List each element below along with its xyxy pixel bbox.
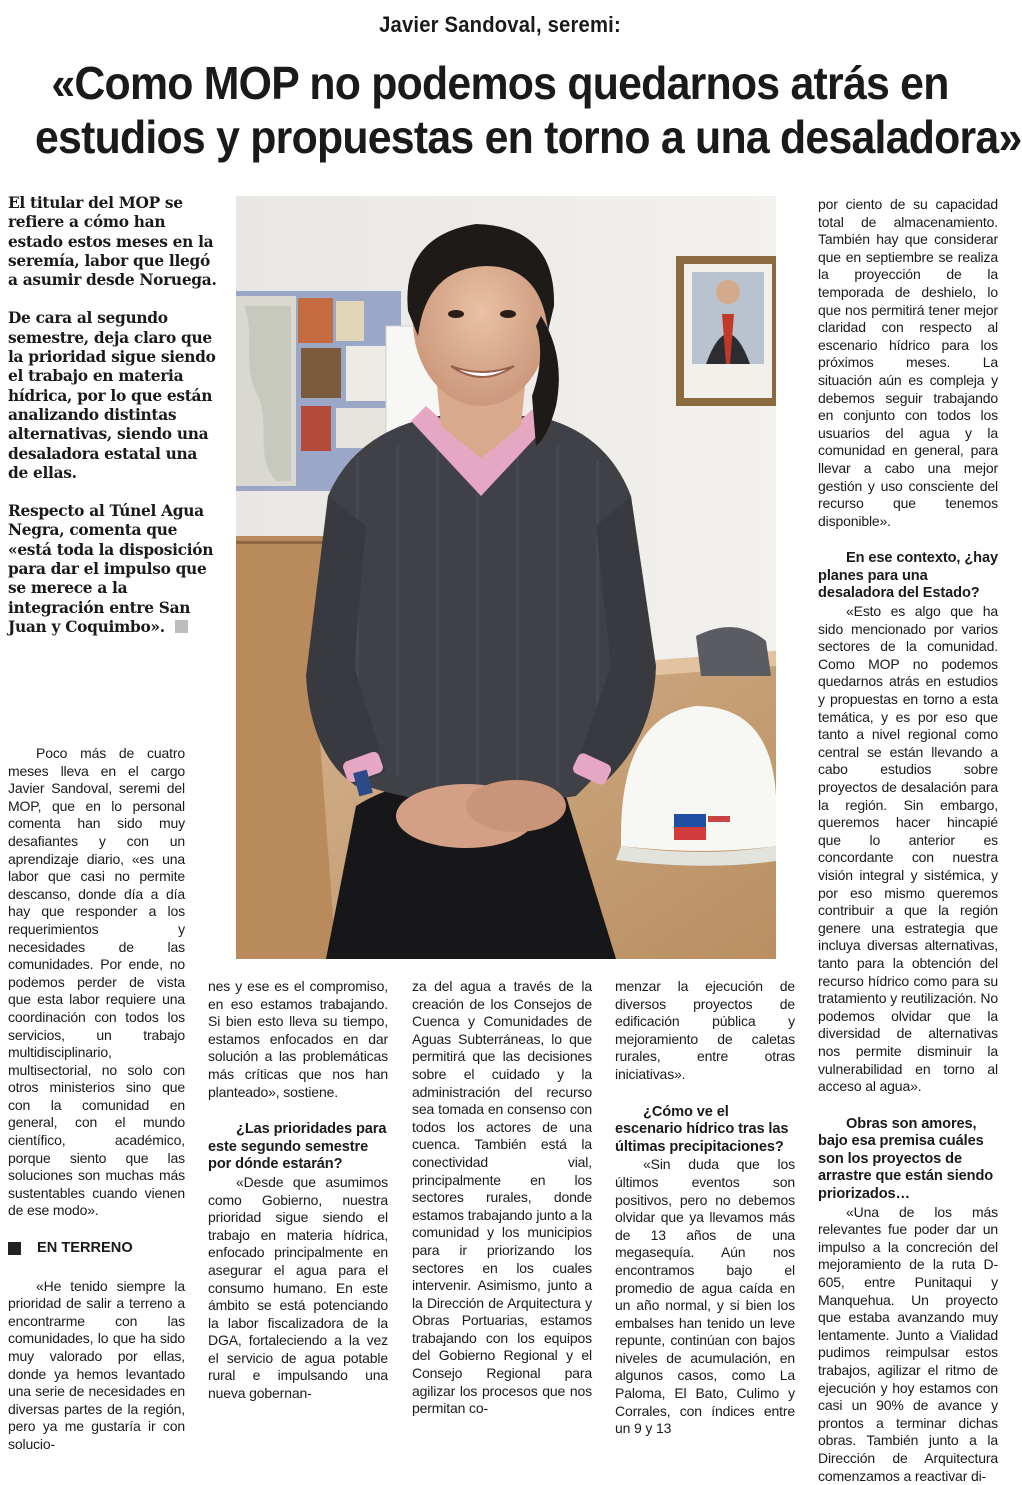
col1-paragraph-2: «He tenido siempre la prioridad de salir a terreno a encontrarme con las comunidades, lo que ha sido muy valorado por ellas, donde ya hemos levantado una serie de necesidades en diversas partes de la región, pero ya me gustaría ir con solucio-	[8, 1277, 185, 1452]
col5-paragraph-3: «Una de los más relevantes fue poder dar un impulso a la concreción del mejoramiento de la ruta D-605, entre Punitaqui y Manquehua. Un proyecto que estaba avanzando muy lentamente. Junto a Vialidad pudimos reimpulsar estos trabajos, agilizar el ritmo de ejecución y hoy estamos con casi un 90% de avance y prontos a terminar dichas obras. También junto a la Dirección de Arquitectura comenzamos a reactivar di-	[818, 1203, 998, 1484]
col5-paragraph-1: por ciento de su capacidad total de almacenamiento. También hay que considerar que en septiembre se realiza la proyección de la temporada de deshielo, lo que nos permitirá tener mejor claridad con respecto al escenario hídrico para los próximos meses. La situación aún es compleja y debemos seguir trabajando en conjunto con todos los usuarios del agua y la comunidad en general, para llevar a cabo una mejor gestión y uso consciente del recurso que tenemos disponible».	[818, 196, 998, 529]
lead-paragraph-2: De cara al segundo semestre, deja claro que la prioridad sigue siendo el trabajo en materia hídrica, por lo que están analizando distintas alternativas, siendo una desaladora estatal una de ellas.	[8, 309, 216, 482]
body-column-5	[818, 196, 998, 1484]
body-column-2	[208, 978, 388, 1402]
col4-paragraph-1: menzar la ejecución de diversos proyectos de edificación pública y mejoramiento de caletas rurales, entre otras iniciativas».	[615, 978, 795, 1082]
section-head-terreno	[8, 1240, 185, 1258]
lead-paragraph-3	[8, 502, 218, 637]
col4-paragraph-2: «Sin duda que los últimos eventos son positivos, pero no debemos olvidar que ya llevamos más de 13 años de una megasequía. Aún nos encontramos bajo el promedio de agua caída en un año normal, y si bien los embalses han tenido un leve repunte, continúan con bajos niveles de acumulación, en algunos casos, como La Paloma, El Bato, Culimo y Corrales, con índices entre un 9 y 13	[615, 1156, 795, 1437]
section-square-icon	[8, 1242, 21, 1255]
kicker: Javier Sandoval, seremi:	[379, 12, 621, 37]
question-obras: Obras son amores, bajo esa premisa cuáles son los proyectos de arrastre que están siendo priorizados…	[818, 1115, 994, 1203]
question-desaladora: En ese contexto, ¿hay planes para una desaladora del Estado?	[818, 550, 998, 602]
lead-column	[8, 194, 218, 724]
body-column-1	[8, 745, 185, 1452]
lead-paragraph-1: El titular del MOP se refiere a cómo han estado estos meses en la seremía, labor que llegó a asumir desde Noruega.	[8, 194, 217, 290]
col2-paragraph-1: nes y ese es el compromiso, en eso estamos trabajando. Si bien esto lleva su tiempo, estamos enfocados en dar solución a las problemáticas más críticas que nos han planteado», sostiene.	[208, 978, 388, 1100]
col2-paragraph-2: «Desde que asumimos como Gobierno, nuestra prioridad sigue siendo el trabajo en materia hídrica, enfocado principalmente en asegurar el agua para el consumo humano. En este ámbito se está potenciando la labor fiscalizadora de la DGA, fortaleciendo a la vez el servicio de agua potable rural e impulsando una nueva gobernan-	[208, 1173, 388, 1402]
headline	[0, 56, 1022, 164]
body-column-3	[412, 978, 592, 1417]
end-mark-icon	[175, 620, 188, 633]
lead-paragraph-3-text: Respecto al Túnel Agua Negra, comenta que «está toda la disposición para dar el impulso que se merece a la integración entre San Juan y Coquimbo».	[8, 502, 214, 636]
body-column-4	[615, 978, 795, 1437]
col1-paragraph-1: Poco más de cuatro meses lleva en el cargo Javier Sandoval, seremi del MOP, que en lo personal comenta han sido muy desafiantes y con un aprendizaje diario, «es una labor que casi no permite descanso, donde día a día hay que responder a los requerimientos y necesidades de las comunidades. Por ende, no podemos perder de vista que esta labor requiere una coordinación con todos los servicios, un trabajo multidisciplinario, multisectorial, no solo con otros ministerios sino que con la comunidad en general, con el mundo científico, académico, porque siento que las soluciones son muchas más sustentables cuando vienen de ese modo».	[8, 745, 185, 1219]
article-photo	[236, 196, 776, 959]
col3-paragraph-1: za del agua a través de la creación de los Consejos de Cuenca y Comunidades de Aguas Subterráneas, lo que permitirá que las decisiones sobre el cuidado y la administración del recurso sea tomada en consenso con todos los actores de una cuenca. También está la conectividad vial, principalmente en los sectores rurales, donde estamos trabajando junto a la comunidad y los municipios para ir priorizando los sectores en los cuales intervenir. Asimismo, junto a la Dirección de Arquitectura y Obras Portuarias, estamos trabajando con los equipos del Gobierno Regional y el Consejo Regional para agilizar los procesos que nos permitan co-	[412, 978, 592, 1417]
headline-line-2: estudios y propuestas en torno a una desaladora»	[35, 111, 1022, 163]
portrait-photo	[236, 196, 776, 959]
section-head-terreno-text: EN TERRENO	[37, 1240, 133, 1257]
question-escenario: ¿Cómo ve el escenario hídrico tras las últimas precipitaciones?	[615, 1103, 789, 1155]
question-prioridades: ¿Las prioridades para este segundo semestre por dónde estarán?	[208, 1121, 387, 1173]
col5-paragraph-2: «Esto es algo que ha sido mencionado por varios sectores de la comunidad. Como MOP no podemos quedarnos atrás en estudios y propuestas en torno a esta temática, y es por eso que tanto a nivel regional como central se están llevando a cabo estudios sobre proyectos de desalación para la región. Sin embargo, queremos hacer hincapié que lo anterior es concordante con nuestra visión integral y sistémica, y por eso mismo queremos contribuir a que la región genere una estrategia que incluya diversas alternativas, tanto para la obtención del recurso hídrico como para su tratamiento y reutilización. No podemos olvidar que la diversidad de alternativas nos permite disminuir la vulnerabilidad en torno al acceso al agua».	[818, 603, 998, 1095]
headline-line-1: «Como MOP no podemos quedarnos atrás en	[51, 57, 949, 109]
